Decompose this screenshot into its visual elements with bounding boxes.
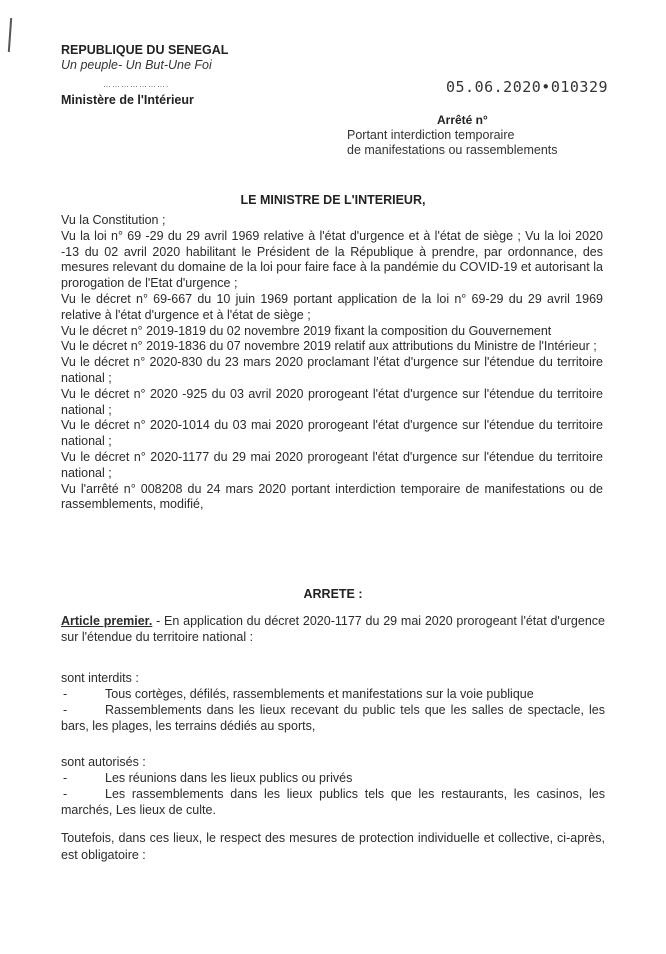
authorized-item-text: Les rassemblements dans les lieux publics tels que les restaurants, les casinos, les marchés, Les lieux de culte.	[61, 787, 605, 817]
authorized-item	[61, 786, 605, 818]
authorized-item	[61, 770, 605, 786]
decree-subject	[347, 128, 558, 158]
preamble-item: Vu le décret n° 2020-1014 du 03 mai 2020 prorogeant l'état d'urgence sur l'étendue du territoire national ;	[61, 418, 603, 449]
bullet-dash: -	[63, 703, 68, 717]
preamble-item: Vu la Constitution ;	[61, 213, 166, 227]
pen-mark	[8, 18, 12, 52]
article-1	[61, 613, 605, 645]
preamble-item: Vu la loi n° 69 -29 du 29 avril 1969 relative à l'état d'urgence et à l'état de siège ; Vu la loi 2020 -13 du 02 avril 2020 habilitant le Président de la République à prendre, par ordonnance, des mesures relevant du domaine de la loi pour faire face à la pandémie du COVID-19 et autorisant la prorogation de l'Etat d'urgence ;	[61, 228, 603, 291]
registration-stamp: 05.06.2020•010329	[446, 78, 609, 96]
prohibited-item-text: Rassemblements dans les lieux recevant du public tels que les salles de spectacle, les bars, les plages, les terrains dédiés au sports,	[61, 703, 605, 733]
authorized-item-text: Les réunions dans les lieux publics ou privés	[105, 771, 353, 785]
authorized-heading: sont autorisés :	[61, 755, 146, 769]
prohibited-section	[61, 670, 605, 702]
bullet-dash: -	[63, 687, 68, 701]
article-1-heading: Article premier.	[61, 614, 153, 628]
preamble-item: Vu le décret n° 2020-1177 du 29 mai 2020 prorogeant l'état d'urgence sur l'étendue du territoire national ;	[61, 449, 603, 480]
prohibited-item-text: Tous cortèges, défilés, rassemblements et manifestations sur la voie publique	[105, 687, 534, 701]
preamble-item: Vu le décret n° 2020 -925 du 03 avril 2020 prorogeant l'état d'urgence sur l'étendue du territoire national ;	[61, 386, 603, 417]
preamble-item: Vu l'arrêté n° 008208 du 24 mars 2020 portant interdiction temporaire de manifestations ou de rassemblements, modifié,	[61, 481, 603, 512]
closing-paragraph: Toutefois, dans ces lieux, le respect des mesures de protection individuelle et collective, ci-après, est obligatoire :	[61, 831, 605, 862]
bullet-dash: -	[63, 771, 68, 785]
republic-heading: REPUBLIQUE DU SENEGAL	[61, 43, 229, 57]
preamble	[61, 213, 603, 513]
prohibited-item	[61, 686, 605, 702]
prohibited-item	[61, 702, 605, 734]
preamble-item: Vu le décret n° 69-667 du 10 juin 1969 portant application de la loi n° 69-29 du 29 avril 1969 relative à l'état d'urgence et à l'état de siège ;	[61, 291, 603, 322]
authorized-item-2-block	[61, 786, 605, 818]
decree-number-label: Arrêté n°	[437, 113, 488, 127]
ministry-name: Ministère de l'Intérieur	[61, 93, 194, 107]
preamble-item: Vu le décret n° 2019-1836 du 07 novembre 2019 relatif aux attributions du Ministre de l'Intérieur ;	[61, 339, 597, 354]
decree-subject-line-2: de manifestations ou rassemblements	[347, 143, 558, 157]
authorized-section	[61, 754, 605, 786]
decree-subject-line-1: Portant interdiction temporaire	[347, 128, 515, 142]
preamble-item: Vu le décret n° 2019-1819 du 02 novembre 2019 fixant la composition du Gouvernement	[61, 323, 552, 338]
prohibited-item-2-block	[61, 702, 605, 734]
preamble-item: Vu le décret n° 2020-830 du 23 mars 2020 proclamant l'état d'urgence sur l'étendue du territoire national ;	[61, 355, 603, 385]
issuer-heading: LE MINISTRE DE L'INTERIEUR,	[240, 193, 426, 207]
bullet-dash: -	[63, 787, 68, 801]
dotted-separator: ………………….	[103, 80, 170, 89]
prohibited-heading: sont interdits :	[61, 671, 139, 685]
decree-heading: ARRETE :	[303, 587, 363, 601]
article-1-text: - En application du décret 2020-1177 du 29 mai 2020 prorogeant l'état d'urgence sur l'étendue du territoire national :	[61, 614, 605, 644]
national-motto: Un peuple- Un But-Une Foi	[61, 58, 212, 72]
